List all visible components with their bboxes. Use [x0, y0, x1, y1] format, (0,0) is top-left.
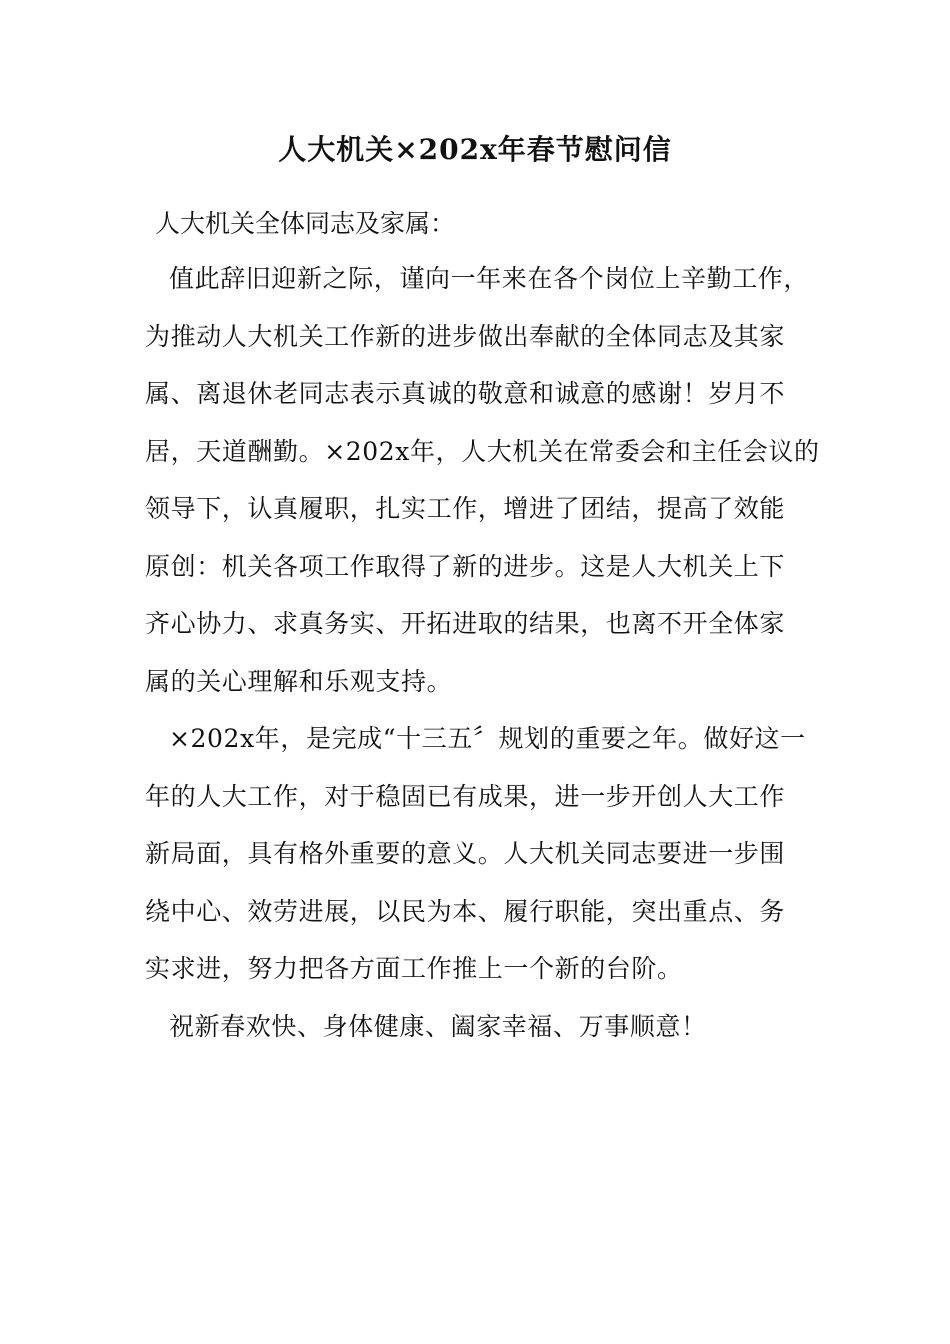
salutation: 人大机关全体同志及家属：	[155, 209, 456, 238]
text-line: 值此辞旧迎新之际，谨向一年来在各个岗位上辛勤工作，	[169, 264, 810, 293]
text-line: 领导下，认真履职，扎实工作，增进了团结，提高了效能	[145, 494, 786, 523]
text-line: 居，天道酬勤。×202x年，人大机关在常委会和主任会议的	[145, 436, 820, 466]
text-line: 新局面，具有格外重要的意义。人大机关同志要进一步围	[145, 839, 786, 868]
text-line: ×202x年，是完成“十三五〞规划的重要之年。做好这一	[169, 724, 806, 753]
text-line: 绕中心、效劳进展，以民为本、履行职能，突出重点、务	[145, 896, 786, 926]
text-line: 齐心协力、求真务实、开拓进取的结果，也离不开全体家	[145, 609, 786, 638]
page-title: 人大机关×202x年春节慰问信	[278, 133, 672, 166]
text-line: 属、离退休老同志表示真诚的敬意和诚意的感谢！岁月不	[145, 379, 786, 408]
letter-body	[145, 259, 820, 1064]
text-line: 祝新春欢快、身体健康、阖家幸福、万事顺意！	[169, 1011, 707, 1041]
text-line: 属的关心理解和乐观支持。	[145, 666, 453, 696]
text-line: 实求进，努力把各方面工作推上一个新的台阶。	[145, 954, 683, 983]
text-line: 年的人大工作，对于稳固已有成果，进一步开创人大工作	[145, 781, 786, 811]
text-line: 原创：机关各项工作取得了新的进步。这是人大机关上下	[145, 551, 786, 581]
text-line: 为推动人大机关工作新的进步做出奉献的全体同志及其家	[145, 321, 786, 351]
